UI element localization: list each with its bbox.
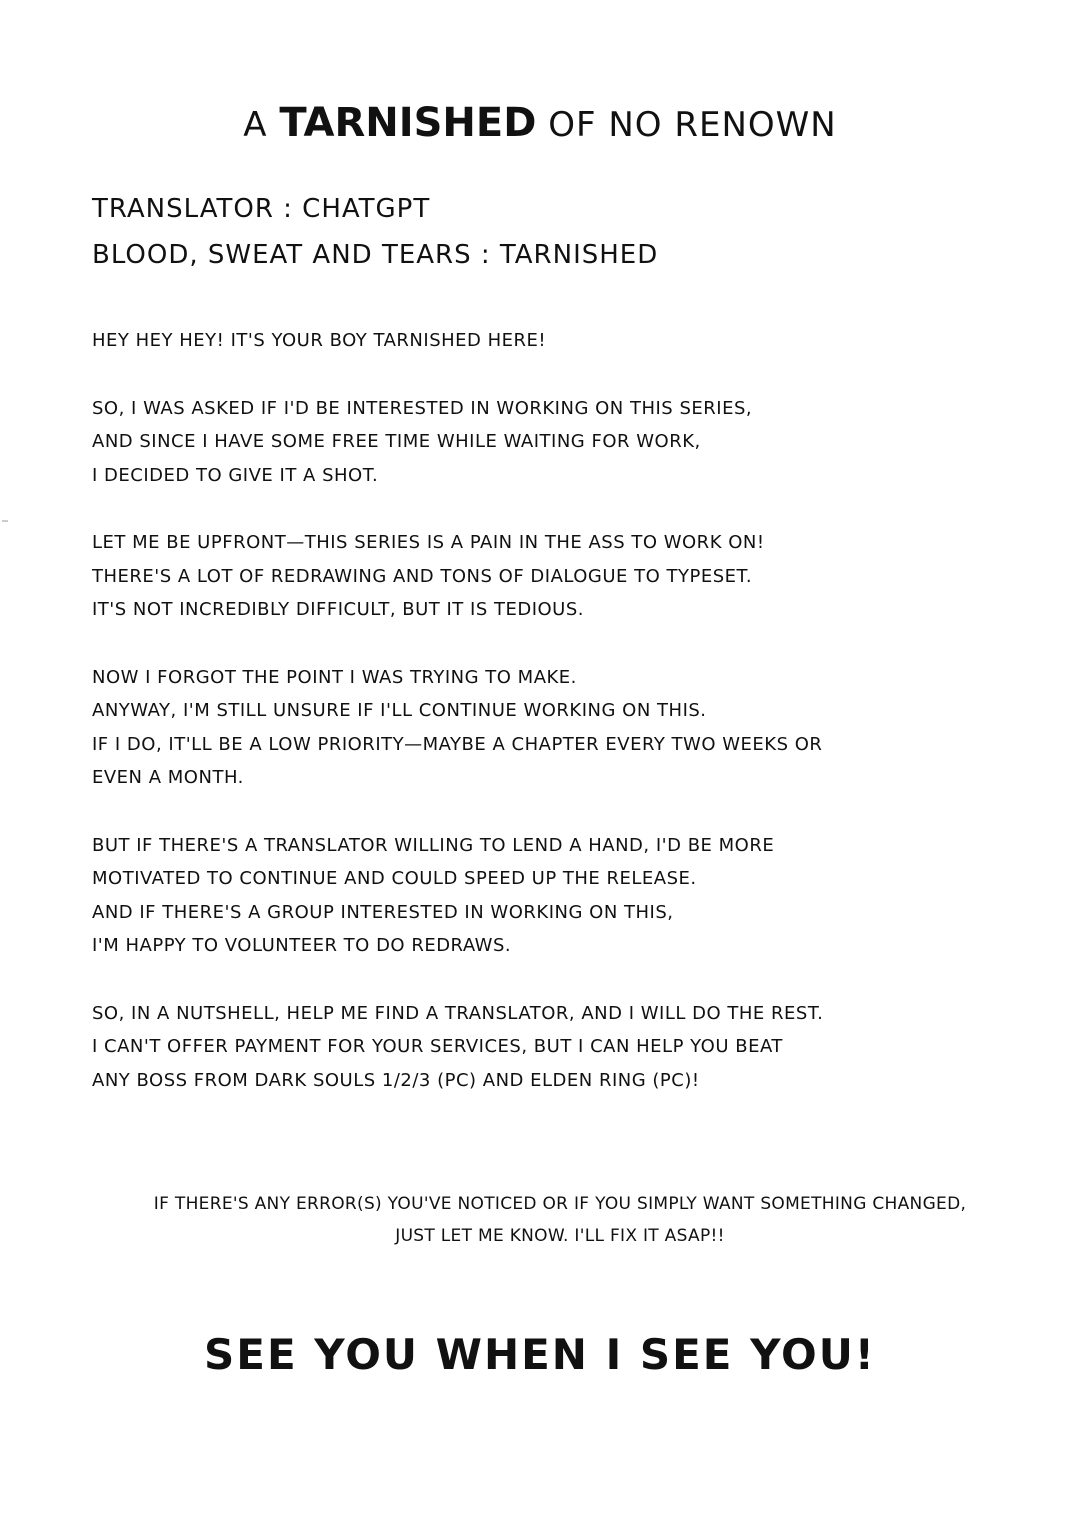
text-line: EVEN A MONTH. [92, 767, 244, 788]
text-line: NOW I FORGOT THE POINT I WAS TRYING TO MAKE. [92, 666, 577, 688]
note-line: IF THERE'S ANY ERROR(S) YOU'VE NOTICED OR IF YOU SIMPLY WANT SOMETHING CHANGED, [153, 1194, 967, 1214]
signoff-heading: SEE YOU WHEN I SEE YOU! [204, 1330, 876, 1379]
note-line: JUST LET ME KNOW. I'LL FIX IT ASAP!! [395, 1226, 725, 1246]
paragraph-greeting [92, 324, 823, 358]
text-line: MOTIVATED TO CONTINUE AND COULD SPEED UP THE RELEASE. [92, 868, 697, 889]
paragraph-help-wanted [92, 829, 823, 963]
page-title [0, 100, 1080, 146]
text-line: LET ME BE UPFRONT—THIS SERIES IS A PAIN IN THE ASS TO WORK ON! [92, 532, 765, 553]
text-line: HEY HEY HEY! IT'S YOUR BOY TARNISHED HERE! [92, 330, 547, 351]
text-line: THERE'S A LOT OF REDRAWING AND TONS OF DIALOGUE TO TYPESET. [92, 565, 753, 587]
text-line: I DECIDED TO GIVE IT A SHOT. [92, 464, 379, 486]
paragraph-offer [92, 997, 823, 1098]
edge-mark [2, 520, 8, 522]
text-line: AND SINCE I HAVE SOME FREE TIME WHILE WAITING FOR WORK, [92, 431, 701, 452]
title-emphasis: TARNISHED [279, 100, 537, 146]
text-line: SO, IN A NUTSHELL, HELP ME FIND A TRANSLATOR, AND I WILL DO THE REST. [92, 1002, 824, 1024]
text-line: IF I DO, IT'LL BE A LOW PRIORITY—MAYBE A CHAPTER EVERY TWO WEEKS OR [92, 733, 823, 755]
text-line: AND IF THERE'S A GROUP INTERESTED IN WORKING ON THIS, [92, 901, 674, 923]
text-line: IT'S NOT INCREDIBLY DIFFICULT, BUT IT IS TEDIOUS. [92, 599, 585, 620]
text-line: I'M HAPPY TO VOLUNTEER TO DO REDRAWS. [92, 935, 512, 956]
title-prefix: A [243, 105, 268, 145]
text-line: BUT IF THERE'S A TRANSLATOR WILLING TO LEND A HAND, I'D BE MORE [92, 834, 775, 856]
paragraph-intro [92, 392, 823, 493]
credits-block [92, 186, 658, 278]
credit-production: BLOOD, SWEAT AND TEARS : TARNISHED [92, 240, 659, 270]
title-suffix: OF NO RENOWN [548, 105, 837, 145]
text-line: ANY BOSS FROM DARK SOULS 1/2/3 (PC) AND ELDEN RING (PC)! [92, 1069, 700, 1091]
text-line: I CAN'T OFFER PAYMENT FOR YOUR SERVICES, BUT I CAN HELP YOU BEAT [92, 1036, 783, 1057]
text-line: SO, I WAS ASKED IF I'D BE INTERESTED IN WORKING ON THIS SERIES, [92, 397, 753, 419]
text-line: ANYWAY, I'M STILL UNSURE IF I'LL CONTINUE WORKING ON THIS. [92, 700, 707, 721]
paragraph-difficulty [92, 526, 823, 627]
credit-translator: TRANSLATOR : CHATGPT [92, 194, 431, 224]
error-note [0, 1188, 1080, 1252]
letter-body [92, 324, 823, 1131]
paragraph-schedule [92, 661, 823, 795]
